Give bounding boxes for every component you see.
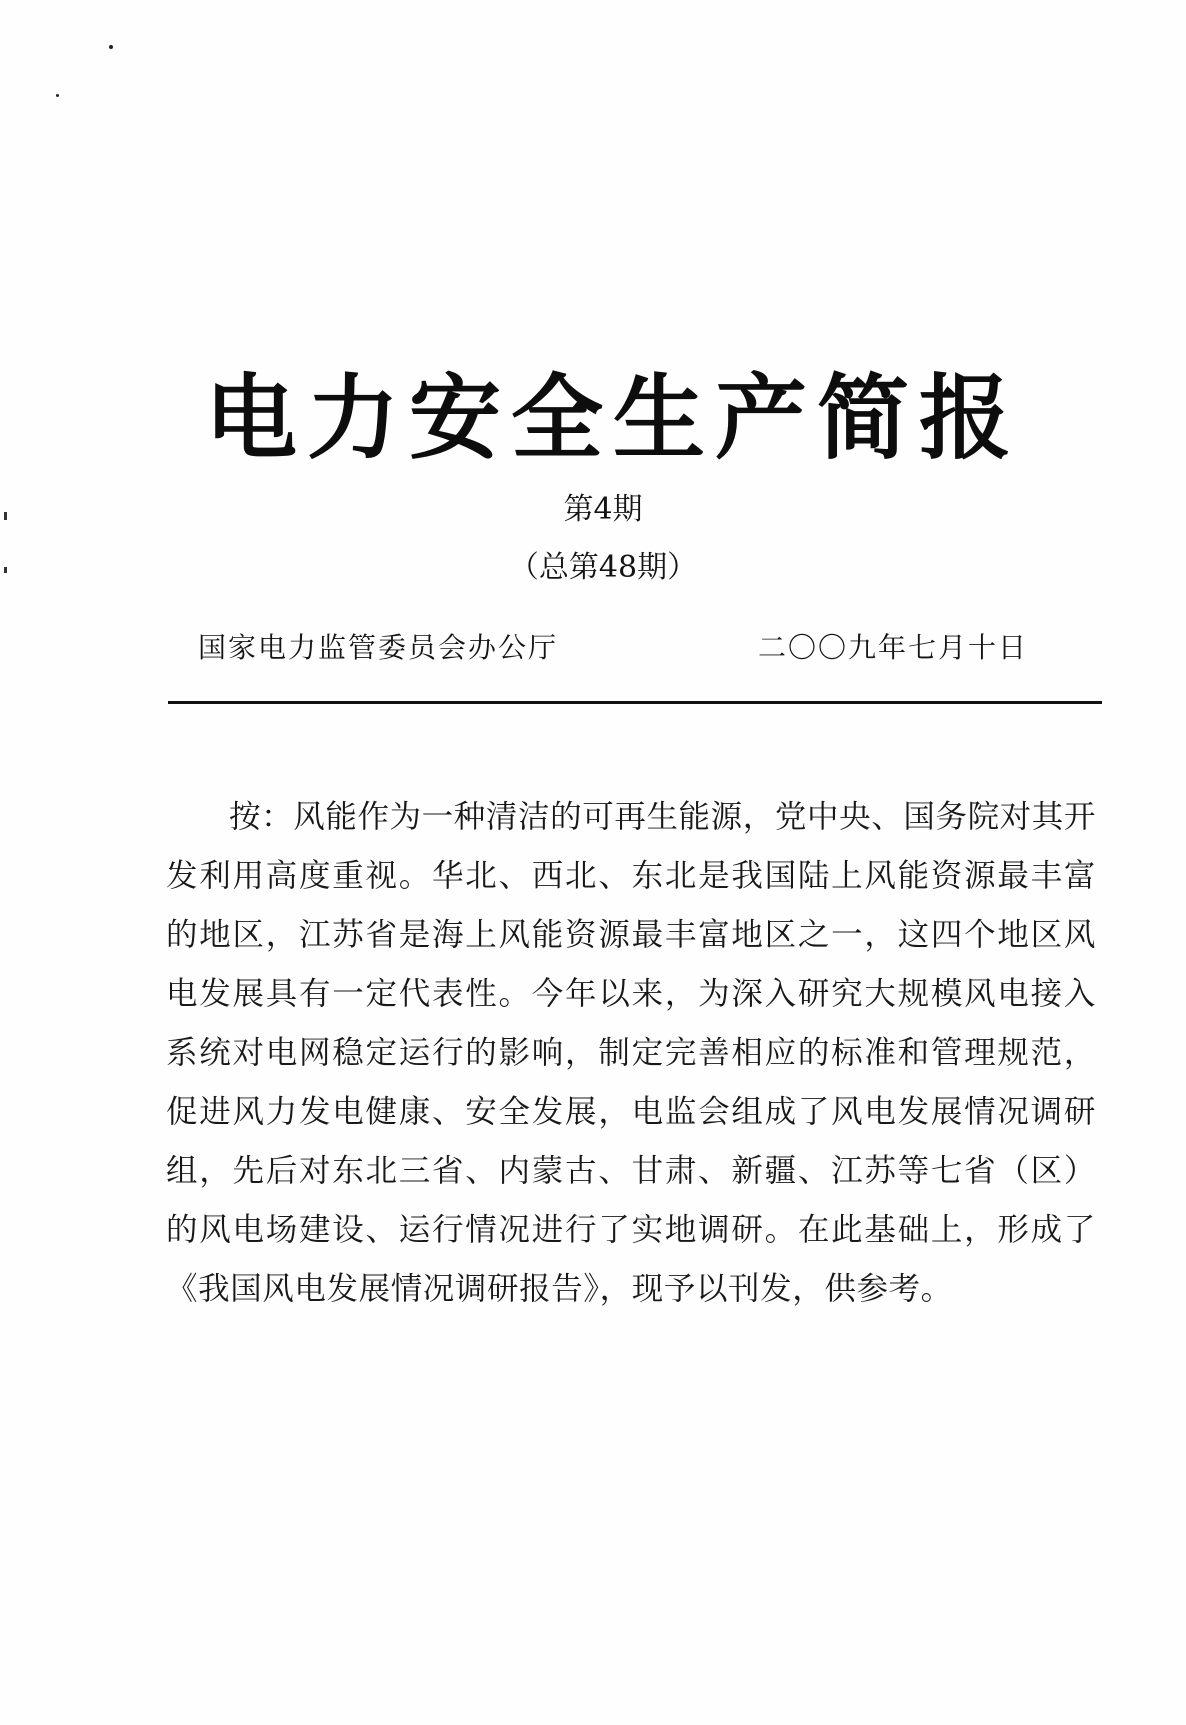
header-divider [168, 701, 1102, 704]
issuing-office: 国家电力监管委员会办公厅 [198, 631, 559, 664]
total-issue-number: （总第48期） [508, 550, 698, 585]
scan-speck [56, 94, 59, 97]
scan-speck [109, 45, 113, 49]
issue-number: 第4期 [563, 492, 643, 527]
bulletin-title: 电力安全生产简报 [204, 364, 1021, 472]
issue-date: 二〇〇九年七月十日 [758, 631, 1029, 664]
editor-note-paragraph: 按：风能作为一种清洁的可再生能源，党中央、国务院对其开发利用高度重视。华北、西北、东北是我国陆上风能资源最丰富的地区，江苏省是海上风能资源最丰富地区之一，这四个地区风电发展具有一定代表性。今年以来，为深入研究大规模风电接入系统对电网稳定运行的影响，制定完善相应的标准和管理规范，促进风力发电健康、安全发展，电监会组成了风电发展情况调研组，先后对东北三省、内蒙古、甘肃、新疆、江苏等七省（区）的风电场建设、运行情况进行了实地调研。在此基础上，形成了《我国风电发展情况调研报告》，现予以刊发，供参考。 [166, 799, 1096, 1307]
